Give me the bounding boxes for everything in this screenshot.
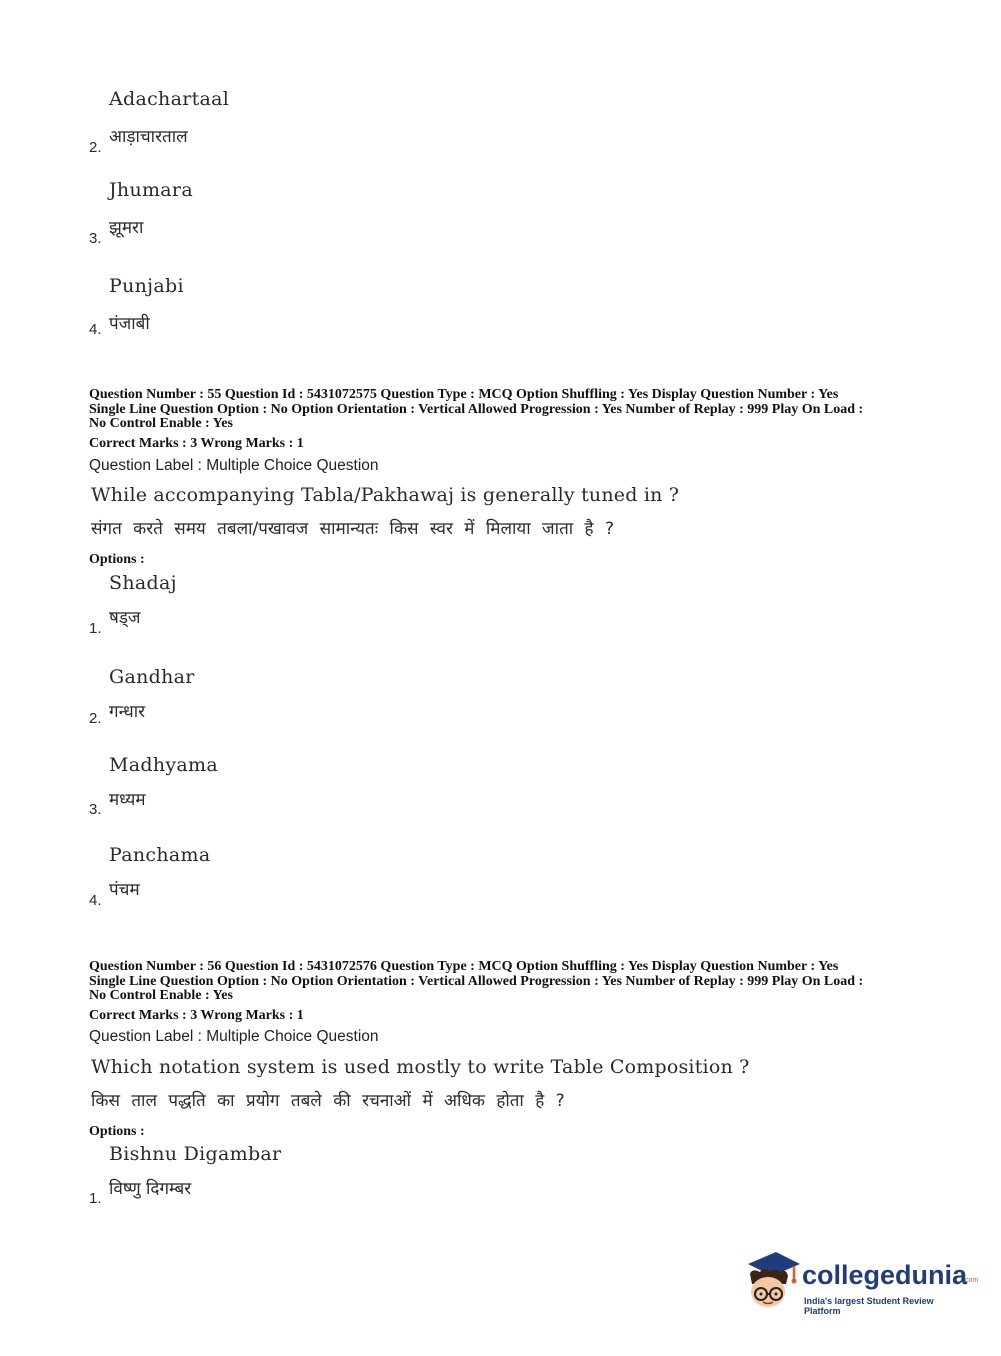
q55-option-3-english: Madhyama (109, 754, 218, 776)
option-2-english: Adachartaal (109, 88, 230, 110)
question-56-marks: Correct Marks : 3 Wrong Marks : 1 (89, 1008, 304, 1023)
option-3-english: Jhumara (109, 179, 193, 201)
q55-option-4-hindi: पंचम (109, 880, 140, 900)
logo-wordmark: collegedunia (802, 1260, 968, 1290)
q55-option-2-english: Gandhar (109, 666, 195, 688)
q55-option-2-number: 2. (89, 710, 102, 727)
meta-line: Single Line Question Option : No Option Orientation : Vertical Allowed Progression : Yes Number of Replay : 999 Play On Load : (89, 973, 864, 989)
question-55-label: Question Label : Multiple Choice Question (89, 457, 379, 474)
q55-option-4-number: 4. (89, 892, 102, 909)
q55-option-3-number: 3. (89, 801, 102, 818)
option-4-english: Punjabi (109, 275, 184, 297)
option-4-hindi: पंजाबी (109, 314, 150, 334)
q55-option-1-number: 1. (89, 620, 102, 637)
question-55-options-heading: Options : (89, 552, 145, 567)
option-2-hindi: आड़ाचारताल (109, 127, 188, 147)
q55-option-1-english: Shadaj (109, 572, 177, 594)
question-55-text-english: While accompanying Tabla/Pakhawaj is generally tuned in ? (91, 484, 680, 506)
question-56-text-english: Which notation system is used mostly to write Table Composition ? (91, 1056, 750, 1078)
question-56-options-heading: Options : (89, 1124, 145, 1139)
mascot-icon (742, 1250, 802, 1310)
q56-option-1-english: Bishnu Digambar (109, 1143, 282, 1165)
option-3-hindi: झूमरा (109, 218, 144, 238)
meta-line: No Control Enable : Yes (89, 416, 233, 431)
collegedunia-logo[interactable] (742, 1250, 979, 1316)
option-3-number: 3. (89, 230, 102, 247)
question-56-text-hindi: किस ताल पद्धति का प्रयोग तबले की रचनाओं में अधिक होता है ? (91, 1091, 565, 1111)
logo-tagline: India's largest Student Review Platform (804, 1296, 934, 1316)
q55-option-2-hindi: गन्धार (109, 702, 146, 722)
option-2-number: 2. (89, 139, 102, 156)
q55-option-1-hindi: षड्ज (109, 608, 141, 628)
meta-line: No Control Enable : Yes (89, 988, 233, 1003)
q55-option-3-hindi: मध्यम (109, 790, 146, 810)
option-4-number: 4. (89, 321, 102, 338)
question-56-label: Question Label : Multiple Choice Question (89, 1028, 379, 1045)
logo-com: .com (963, 1277, 979, 1284)
q56-option-1-number: 1. (89, 1190, 102, 1207)
question-55-meta (89, 388, 919, 432)
meta-line: Question Number : 56 Question Id : 5431072576 Question Type : MCQ Option Shuffling : Yes Display Question Number : Yes (89, 959, 839, 974)
meta-line: Single Line Question Option : No Option Orientation : Vertical Allowed Progression : Yes Number of Replay : 999 Play On Load : (89, 401, 864, 417)
question-55-text-hindi: संगत करते समय तबला/पखावज सामान्यतः किस स्वर में मिलाया जाता है ? (91, 519, 615, 539)
question-55-marks: Correct Marks : 3 Wrong Marks : 1 (89, 436, 304, 451)
question-56-meta (89, 960, 919, 1004)
q55-option-4-english: Panchama (109, 844, 211, 866)
meta-line: Question Number : 55 Question Id : 5431072575 Question Type : MCQ Option Shuffling : Yes Display Question Number : Yes (89, 387, 839, 402)
q56-option-1-hindi: विष्णु दिगम्बर (109, 1179, 192, 1199)
